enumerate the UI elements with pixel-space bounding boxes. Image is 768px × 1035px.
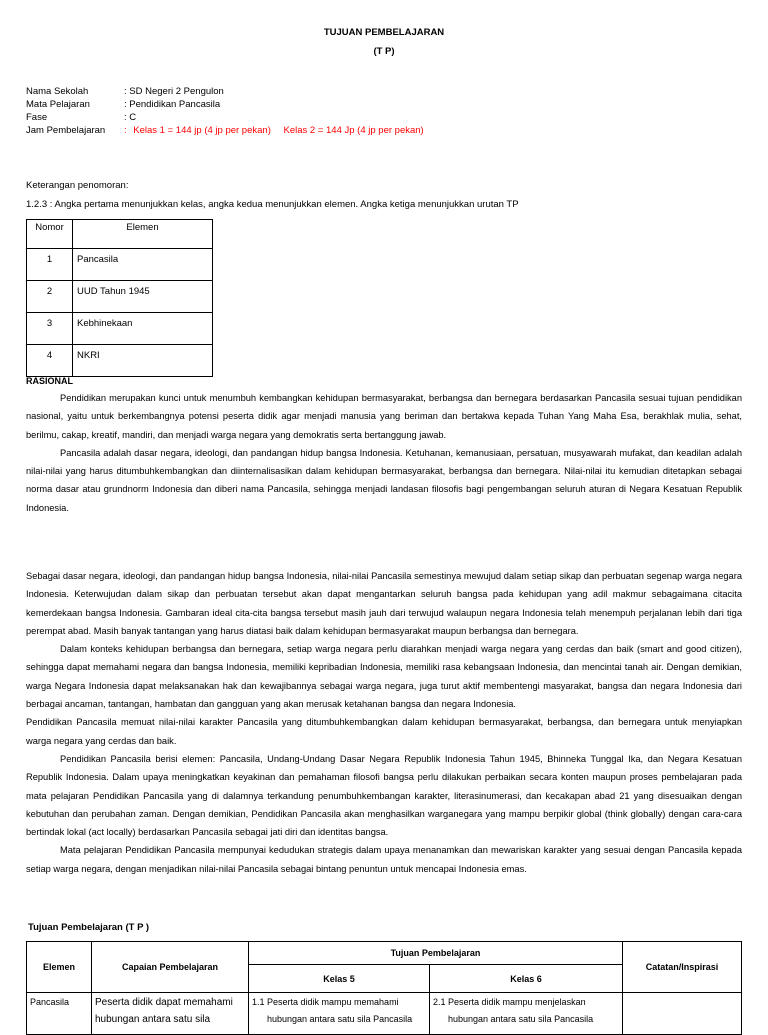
row-number: 1	[27, 249, 73, 281]
tp-kelas5-line: 1.1 Peserta didik mampu memahami	[252, 997, 399, 1007]
row-elemen: UUD Tahun 1945	[73, 281, 213, 313]
hours-kelas1: Kelas 1 = 144 jp (4 jp per pekan)	[133, 125, 271, 136]
tp-row-kelas6	[430, 993, 623, 1035]
tp-col-tujuan: Tujuan Pembelajaran	[249, 942, 623, 965]
row-elemen: Pancasila	[73, 249, 213, 281]
rasional-paragraph-6: Pendidikan Pancasila berisi elemen: Pancasila, Undang-Undang Dasar Negara Republik Indonesia Tahun 1945, Bhinneka Tunggal Ika, dan Negara Kesatuan Republik Indonesia. Dalam upaya meningkatkan keyakinan dan pemahaman filosofi bangsa perlu dilakukan perbaikan secara konten maupun proses pembelajaran pada mata pelajaran Pendidikan Pancasila yang di dalamnya terkandung penumbuhkembangan karakter, literasinumerasi, dan kecakapan abad 21 yang disesuaikan dengan kebutuhan dan perubahan zaman. Dengan demikian, Pendidikan Pancasila akan menghasilkan warganegara yang mampu berpikir global (think globally) dengan cara-cara bertindak lokal (act locally) berdasarkan Pancasila sebagai jati diri dan identitas bangsa.	[26, 753, 742, 838]
table-row	[27, 345, 213, 377]
rasional-paragraph-5: Pendidikan Pancasila memuat nilai-nilai karakter Pancasila yang ditumbuhkembangkan dalam kehidupan bermasyarakat, berbangsa, dan bernegara untuk menyiapkan warga negara yang cerdas dan baik.	[26, 717, 742, 746]
phase-value: : C	[124, 112, 137, 123]
rasional-paragraph-7: Mata pelajaran Pendidikan Pancasila mempunyai kedudukan strategis dalam upaya menanamkan dan mewariskan karakter yang sesuai dengan Pancasila kepada setiap warga negara, dengan menjadikan nilai-nilai Pancasila sebagai bintang penuntun untuk mencapai Indonesia emas.	[26, 845, 742, 874]
phase-label: Fase	[26, 112, 48, 123]
tp-capaian-line: Peserta didik dapat memahami	[95, 997, 233, 1008]
page-title: TUJUAN PEMBELAJARAN	[323, 27, 445, 38]
table-row	[27, 281, 213, 313]
tp-table	[26, 941, 742, 1035]
elemen-table	[26, 219, 213, 377]
col-elemen: Elemen	[73, 220, 213, 249]
school-label: Nama Sekolah	[26, 86, 89, 97]
row-number: 3	[27, 313, 73, 345]
rasional-part2	[26, 567, 742, 878]
col-nomor: Nomor	[27, 220, 73, 249]
tp-col-capaian: Capaian Pembelajaran	[92, 942, 249, 993]
tp-col-catatan: Catatan/Inspirasi	[623, 942, 742, 993]
tp-header-row	[27, 942, 742, 965]
table-row	[27, 249, 213, 281]
tp-row-kelas5	[249, 993, 430, 1035]
page-subtitle: (T P)	[373, 46, 395, 57]
row-number: 4	[27, 345, 73, 377]
hours-kelas2: Kelas 2 = 144 Jp (4 jp per pekan)	[283, 125, 424, 136]
subject-label: Mata Pelajaran	[26, 99, 90, 110]
tp-col-elemen: Elemen	[27, 942, 92, 993]
tp-kelas6-line: 2.1 Peserta didik mampu menjelaskan	[433, 997, 586, 1007]
row-elemen: NKRI	[73, 345, 213, 377]
tp-row-catatan	[623, 993, 742, 1035]
numbering-desc: 1.2.3 : Angka pertama menunjukkan kelas, angka kedua menunjukkan elemen. Angka ketiga menunjukkan urutan TP	[26, 199, 519, 210]
rasional-paragraph-3: Sebagai dasar negara, ideologi, dan pandangan hidup bangsa Indonesia, nilai-nilai Pancasila semestinya mewujud dalam setiap sikap dan perbuatan segenap warga negara Indonesia. Keterwujudan dalam sikap dan perbuatan tersebut akan dapat mengantarkan seluruh bangsa pada kehidupan yang adil makmur sebagaimana citacita kemerdekaan bangsa Indonesia. Gambaran ideal cita-cita bangsa tersebut masih jauh dari terwujud walaupun negara Indonesia telah menempuh perjalanan lebih dari tiga perempat abad. Masih banyak tantangan yang harus diatasi baik dalam kehidupan bermasyarakat maupun berbangsa dan bernegara.	[26, 571, 742, 636]
table-header-row	[27, 220, 213, 249]
tp-heading: Tujuan Pembelajaran (T P )	[28, 922, 150, 933]
hours-value	[124, 125, 424, 136]
tp-kelas5-line: hubungan antara satu sila Pancasila	[267, 1014, 413, 1024]
numbering-heading: Keterangan penomoran:	[26, 180, 129, 191]
tp-kelas6-line: hubungan antara satu sila Pancasila	[448, 1014, 594, 1024]
tp-col-kelas6: Kelas 6	[430, 965, 623, 993]
rasional-part1	[26, 389, 742, 517]
table-row	[27, 993, 742, 1035]
hours-label: Jam Pembelajaran	[26, 125, 106, 136]
rasional-paragraph-1: Pendidikan merupakan kunci untuk menumbuh kembangkan kehidupan bermasyarakat, berbangsa dan bernegara berdasarkan Pancasila sesuai tujuan pendidikan nasional, yaitu untuk berkembangnya potensi peserta didik agar menjadi manusia yang beriman dan bertakwa kepada Tuhan Yang Maha Esa, berakhlak mulia, sehat, berilmu, cakap, kreatif, mandiri, dan menjadi warga negara yang demokratis serta bertanggung jawab.	[26, 393, 742, 440]
rasional-paragraph-2: Pancasila adalah dasar negara, ideologi, dan pandangan hidup bangsa Indonesia. Ketuhanan, kemanusiaan, persatuan, musyawarah mufakat, dan keadilan adalah nilai-nilai yang harus ditumbuhkembangkan dan diinternalisasikan dalam kehidupan bermasyarakat, berbangsa dan bernegara. Nilai-nilai itu kemudian ditetapkan sebagai norma dasar atau grundnorm Indonesia dan diberi nama Pancasila, sehingga menjadi landasan filosofis bagi pengembangan seluruh aturan di Negara Kesatuan Republik Indonesia.	[26, 447, 742, 513]
rasional-paragraph-4: Dalam konteks kehidupan berbangsa dan bernegara, setiap warga negara perlu diarahkan menjadi warga negara yang cerdas dan baik (smart and good citizen), sehingga dapat memahami negara dan bangsa Indonesia, memiliki kepribadian Indonesia, memiliki rasa kebangsaan Indonesia, dan mencintai tanah air. Dengan demikian, warga Negara Indonesia dapat melaksanakan hak dan kewajibannya sebagai warga negara, juga turut aktif membentengi masyarakat, bangsa dan negara Indonesia dari berbagai ancaman, tantangan, hambatan dan gangguan yang akan merusak ketahanan bangsa dan negara Indonesia.	[26, 644, 742, 710]
row-elemen: Kebhinekaan	[73, 313, 213, 345]
tp-row-capaian	[92, 993, 249, 1035]
table-row	[27, 313, 213, 345]
subject-value: : Pendidikan Pancasila	[124, 99, 221, 110]
tp-row-elemen: Pancasila	[27, 993, 92, 1035]
tp-col-kelas5: Kelas 5	[249, 965, 430, 993]
row-number: 2	[27, 281, 73, 313]
tp-capaian-line: hubungan antara satu sila	[95, 1014, 211, 1025]
school-value: : SD Negeri 2 Pengulon	[124, 86, 224, 97]
hours-colon: :	[124, 125, 127, 136]
rasional-heading: RASIONAL	[26, 376, 73, 386]
